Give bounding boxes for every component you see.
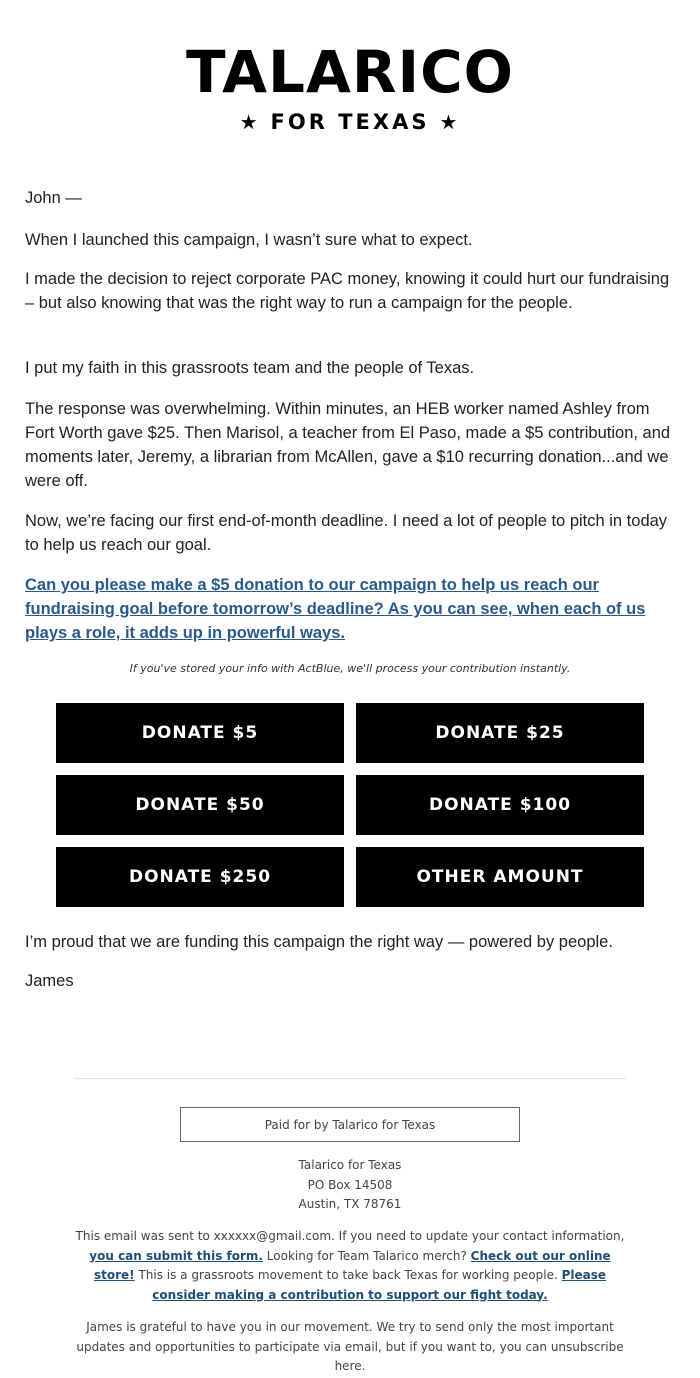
address-line: Talarico for Texas	[298, 1158, 402, 1172]
contribute-link[interactable]: Please consider making a contribution to support our fight today.	[152, 1268, 607, 1302]
paragraph-deadline: Now, we’re facing our first end-of-month deadline. I need a lot of people to pitch in today to help us reach our goal.	[25, 512, 668, 554]
paragraph-response: The response was overwhelming. Within minutes, an HEB worker named Ashley from Fort Worth gave $25. Then Marisol, a teacher from El Paso, made a $5 contribution, and moments later, Jeremy, a librarian from McAllen, gave a $10 recurring donation...and we were off.	[25, 400, 671, 490]
donate-5-button[interactable]: DONATE $5	[56, 703, 344, 763]
donate-100-button[interactable]: DONATE $100	[356, 775, 644, 835]
donate-50-button[interactable]: DONATE $50	[56, 775, 344, 835]
footer-info	[70, 1227, 630, 1305]
other-amount-button[interactable]: OTHER AMOUNT	[356, 847, 644, 907]
donation-cta-link[interactable]: Can you please make a $5 donation to our campaign to help us reach our fundraising goal before tomorrow’s deadline? As you can see, when each of us plays a role, it adds up in powerful ways.	[25, 576, 646, 642]
online-store-link[interactable]: Check out our online store!	[93, 1248, 611, 1282]
paragraph-launch: When I launched this campaign, I wasn’t sure what to expect.	[25, 231, 473, 249]
actblue-note: If you've stored your info with ActBlue, we'll process your contribution instantly.	[129, 662, 571, 675]
update-info-link[interactable]: you can submit this form.	[89, 1248, 263, 1263]
greeting: John —	[25, 189, 82, 207]
paragraph-pac-money: I made the decision to reject corporate PAC money, knowing it could hurt our fundraising – but also knowing that was the right way to run a campaign for the people.	[25, 270, 670, 312]
closing-paragraph: I’m proud that we are funding this campaign the right way — powered by people.	[25, 933, 613, 951]
address-line: PO Box 14508	[307, 1177, 393, 1192]
donate-250-button[interactable]: DONATE $250	[56, 847, 344, 907]
sent-to-text: This email was sent to xxxxxx@gmail.com. If you need to update your contact information,	[75, 1229, 625, 1243]
paid-for-box: Paid for by Talarico for Texas	[180, 1107, 520, 1142]
mailing-address	[0, 1156, 700, 1215]
star-icon: ★	[239, 110, 261, 134]
campaign-logo	[0, 40, 700, 134]
footer-divider	[74, 1078, 626, 1079]
donate-25-button[interactable]: DONATE $25	[356, 703, 644, 763]
star-icon: ★	[439, 110, 461, 134]
paragraph-faith: I put my faith in this grassroots team and the people of Texas.	[25, 359, 475, 377]
merch-text: Looking for Team Talarico merch?	[262, 1248, 471, 1263]
logo-title: TALARICO	[186, 38, 514, 106]
logo-subtitle-row	[0, 110, 700, 134]
donate-button-grid	[56, 703, 644, 907]
logo-subtitle: FOR TEXAS	[270, 110, 430, 134]
address-line: Austin, TX 78761	[298, 1197, 402, 1211]
signoff: James	[25, 972, 74, 990]
unsubscribe-text: James is grateful to have you in our movement. We try to send only the most important updates and opportunities to participate via email, but if you want to, you can unsubscribe here.	[76, 1320, 624, 1373]
movement-text: This is a grassroots movement to take back Texas for working people.	[134, 1268, 562, 1282]
